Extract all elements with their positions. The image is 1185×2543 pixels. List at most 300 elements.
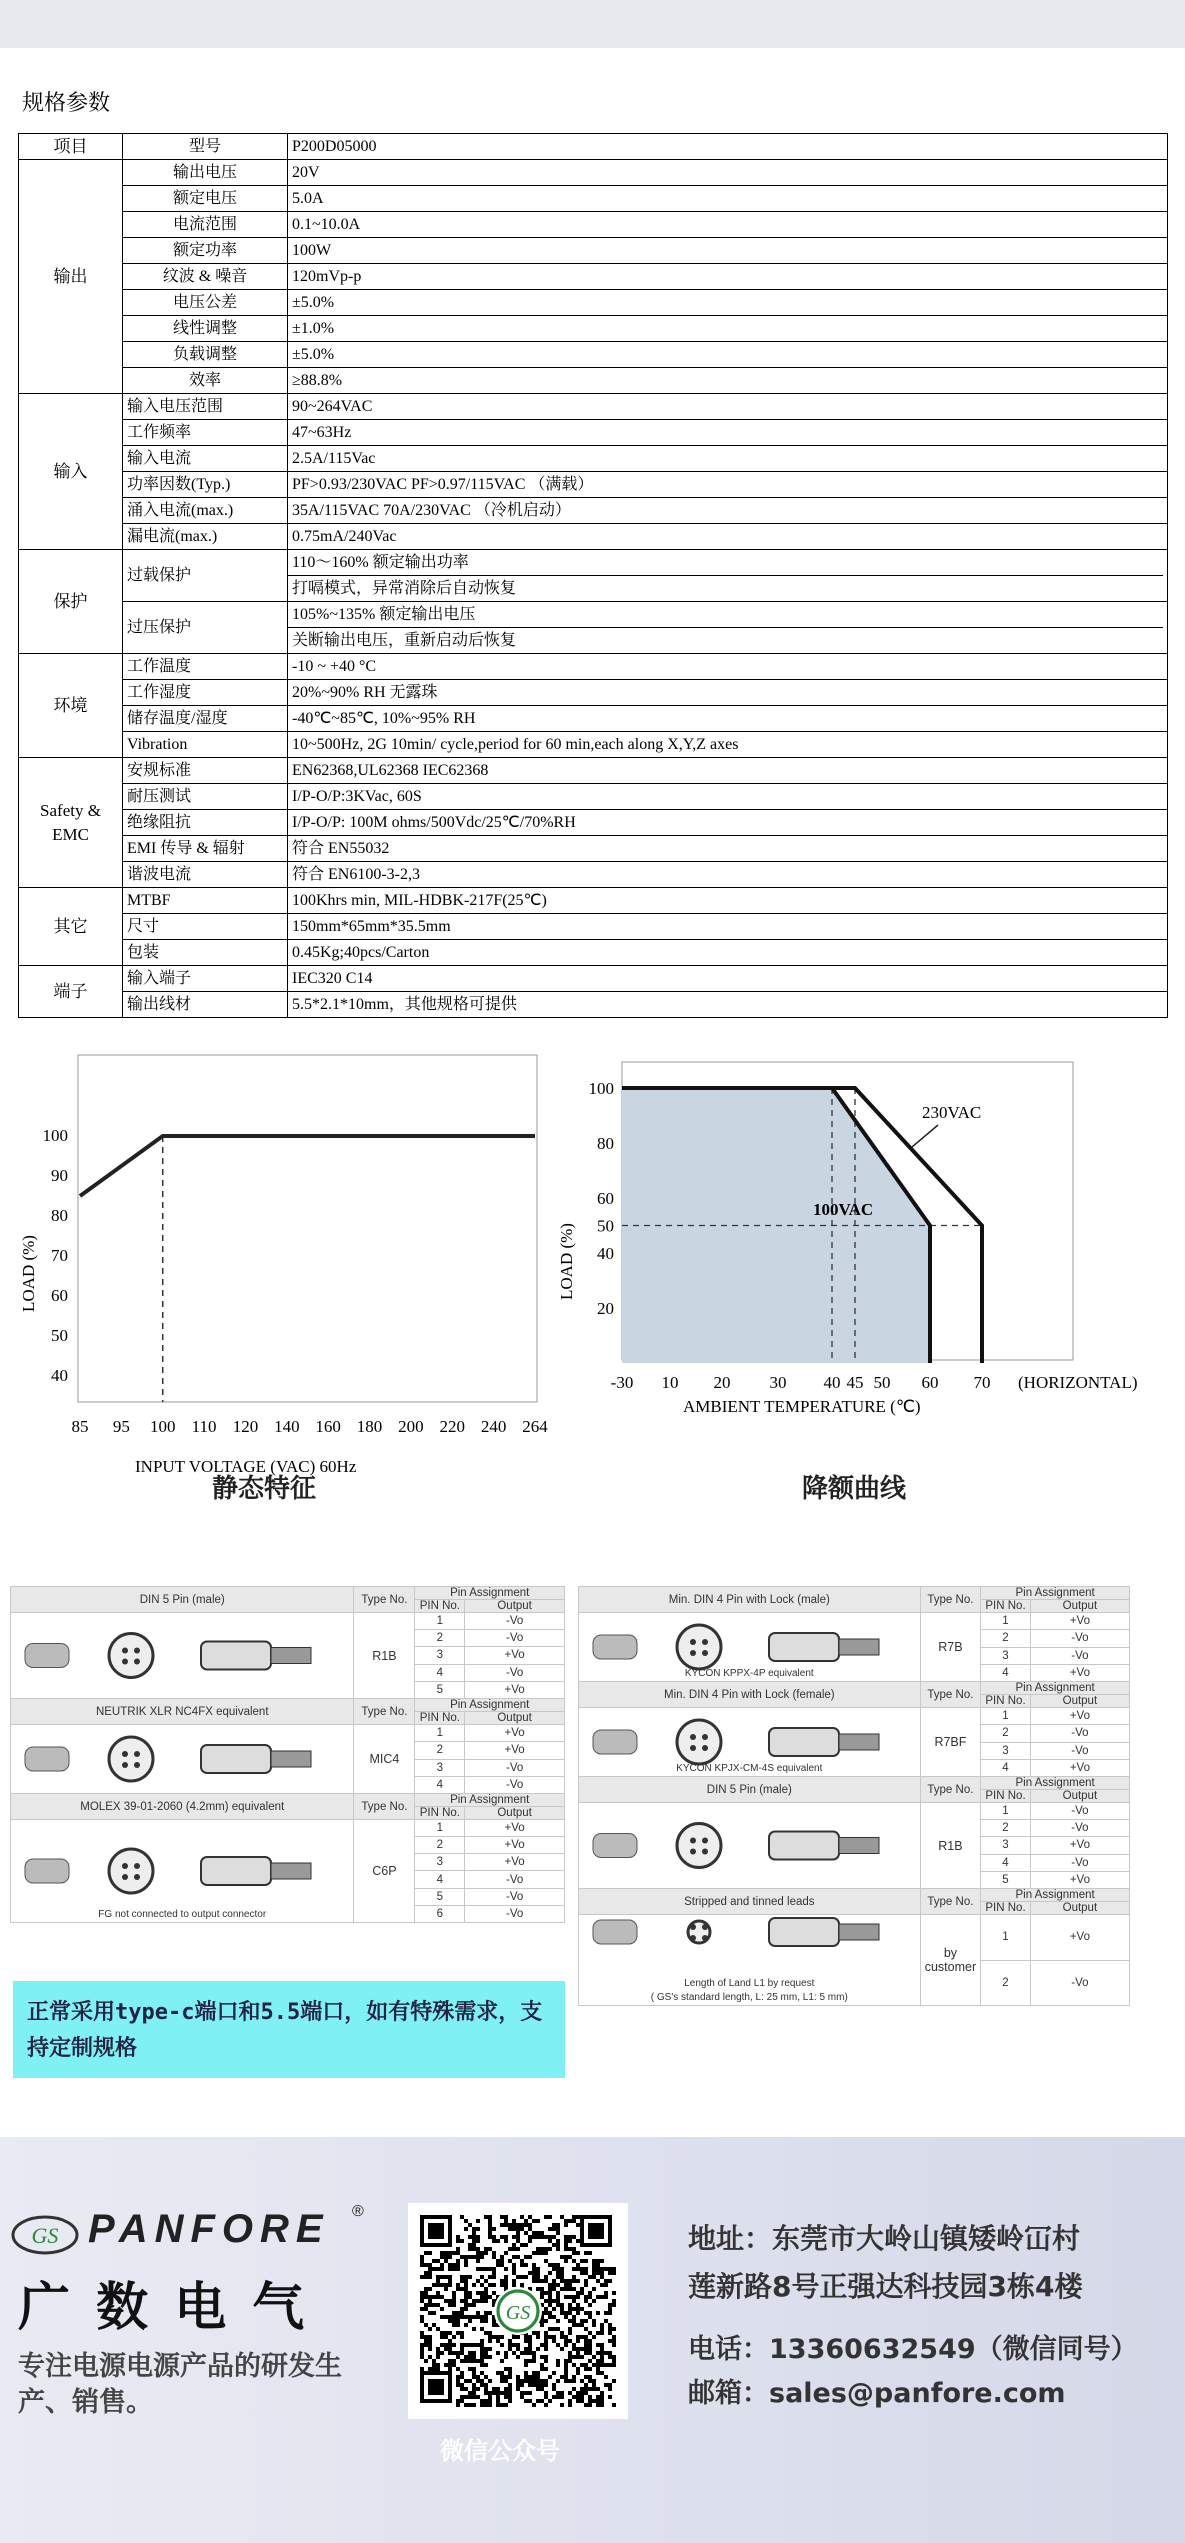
footer: [0, 2137, 1185, 2543]
pin-number: 1: [415, 1725, 465, 1742]
x-tick-label: 264: [522, 1417, 548, 1436]
pin-output: -Vo: [1030, 1960, 1129, 2006]
spec-label: 尺寸: [123, 914, 288, 940]
type-no: R1B: [354, 1613, 415, 1699]
pin-number: 3: [415, 1647, 465, 1664]
spec-header-model: 型号: [123, 134, 288, 160]
pin-output: +Vo: [465, 1681, 565, 1698]
pin-output: -Vo: [1030, 1854, 1129, 1871]
type-no: R1B: [920, 1803, 981, 1889]
pin-number: 2: [981, 1725, 1031, 1742]
spec-value: [288, 550, 1168, 602]
spec-label: 输入电流: [123, 446, 288, 472]
x-tick-label: 20: [713, 1373, 731, 1392]
connector-header-row: [579, 1889, 1130, 1902]
spec-row: [19, 602, 1168, 654]
spec-row: [19, 914, 1168, 940]
spec-row: [19, 394, 1168, 420]
output-header: Output: [465, 1600, 565, 1613]
spec-value: 0.1~10.0A: [288, 212, 1168, 238]
type-no-header: Type No.: [354, 1699, 415, 1725]
y-tick-label: 20: [597, 1299, 614, 1318]
qr-code-icon: [420, 2215, 616, 2407]
connector-note: Length of Land L1 by request: [684, 1978, 815, 1989]
pin-no-header: PIN No.: [415, 1712, 465, 1725]
spec-row: [19, 472, 1168, 498]
address-line-1: 地址：东莞市大岭山镇矮岭冚村: [688, 2222, 1081, 2255]
pin-output: -Vo: [465, 1664, 565, 1681]
spec-row: [19, 758, 1168, 784]
group-safety: [19, 758, 123, 888]
pin-output: +Vo: [1030, 1837, 1129, 1854]
pin-number: 3: [415, 1759, 465, 1776]
type-no-header: Type No.: [920, 1777, 981, 1803]
x-tick-label: 10: [661, 1373, 679, 1392]
x-tick-label: 200: [398, 1417, 424, 1436]
pin-row: [11, 1613, 565, 1630]
y-tick-label: 50: [597, 1216, 614, 1236]
spec-value: EN62368,UL62368 IEC62368: [288, 758, 1168, 784]
pin-number: 1: [981, 1915, 1031, 1961]
type-no-header: Type No.: [354, 1587, 415, 1613]
spec-label: 绝缘阻抗: [123, 810, 288, 836]
pin-output: -Vo: [465, 1759, 565, 1776]
spec-value: 47~63Hz: [288, 420, 1168, 446]
x-tick-label: 40: [823, 1373, 841, 1392]
spec-row: [19, 498, 1168, 524]
spec-label: 纹波 & 噪音: [123, 264, 288, 290]
y-tick-label: 40: [51, 1366, 68, 1385]
caption-derating-curve: 降额曲线: [802, 1474, 907, 1504]
pin-output: +Vo: [1030, 1915, 1129, 1961]
y-tick-label: 70: [51, 1246, 68, 1265]
custom-notice: 正常采用type-c端口和5.5端口，如有特殊需求，支持定制规格: [13, 1981, 565, 2078]
series-label-230vac: 230VAC: [922, 1103, 982, 1122]
spec-value: -40℃~85℃, 10%~95% RH: [288, 706, 1168, 732]
pin-number: 4: [981, 1759, 1031, 1776]
pin-no-header: PIN No.: [981, 1695, 1031, 1708]
connector-header-row: [579, 1777, 1130, 1790]
x-tick-label: 140: [274, 1417, 300, 1436]
spec-row: [19, 966, 1168, 992]
spec-value: 0.75mA/240Vac: [288, 524, 1168, 550]
slogan: 专注电源电源产品的研发生产、销售。: [18, 2351, 342, 2418]
spec-row: [19, 680, 1168, 706]
spec-label: 储存温度/湿度: [123, 706, 288, 732]
x-tick-label: 100: [149, 1417, 176, 1436]
spec-label: EMI 传导 & 辐射: [123, 836, 288, 862]
spec-label: 谐波电流: [123, 862, 288, 888]
pin-assignment-header: Pin Assignment: [415, 1587, 565, 1600]
spec-row: [19, 446, 1168, 472]
output-header: Output: [1030, 1902, 1129, 1915]
spec-value: 100Khrs min, MIL-HDBK-217F(25℃): [288, 888, 1168, 914]
spec-row: [19, 212, 1168, 238]
pin-number: 4: [415, 1776, 465, 1793]
pin-assignment-header: Pin Assignment: [415, 1699, 565, 1712]
spec-header-row: [19, 134, 1168, 160]
x-axis-label: AMBIENT TEMPERATURE (℃): [683, 1397, 921, 1416]
section-title: 规格参数: [22, 91, 111, 116]
pin-number: 3: [981, 1647, 1031, 1664]
connector-note: KYCON KPJX-CM-4S equivalent: [676, 1763, 823, 1774]
spec-label: 耐压测试: [123, 784, 288, 810]
spec-value: 20V: [288, 160, 1168, 186]
y-tick-label: 60: [597, 1189, 614, 1208]
pin-number: 3: [981, 1837, 1031, 1854]
spec-value: 0.45Kg;40pcs/Carton: [288, 940, 1168, 966]
spec-value-line: 打嗝模式，异常消除后自动恢复: [288, 575, 1163, 601]
spec-value: I/P-O/P:3KVac, 60S: [288, 784, 1168, 810]
spec-value: [288, 602, 1168, 654]
x-axis-note: (HORIZONTAL): [1018, 1373, 1138, 1392]
connector-image-cell: [579, 1915, 921, 2006]
pin-number: 4: [415, 1871, 465, 1888]
pin-no-header: PIN No.: [981, 1902, 1031, 1915]
pin-number: 4: [415, 1664, 465, 1681]
spec-label: 线性调整: [123, 316, 288, 342]
spec-row: [19, 550, 1168, 602]
registered-mark: ®: [352, 2203, 364, 2220]
spec-value: PF>0.93/230VAC PF>0.97/115VAC （满载）: [288, 472, 1168, 498]
y-tick-label: 80: [51, 1206, 68, 1225]
spec-row: [19, 836, 1168, 862]
connector-header-row: [11, 1794, 565, 1807]
pin-output: +Vo: [1030, 1664, 1129, 1681]
pin-output: +Vo: [465, 1647, 565, 1664]
x-tick-label: 160: [315, 1417, 341, 1436]
spec-value: 5.0A: [288, 186, 1168, 212]
connector-illustration: [579, 1708, 920, 1776]
spec-header-item: 项目: [19, 134, 123, 160]
pin-number: 4: [981, 1854, 1031, 1871]
spec-value: 10~500Hz, 2G 10min/ cycle,period for 60 min,each along X,Y,Z axes: [288, 732, 1168, 758]
email: 邮箱：sales@panfore.com: [688, 2378, 1066, 2409]
spec-label: 功率因数(Typ.): [123, 472, 288, 498]
pin-output: -Vo: [465, 1888, 565, 1905]
x-axis-label: INPUT VOLTAGE (VAC) 60Hz: [135, 1457, 357, 1476]
spec-label: 涌入电流(max.): [123, 498, 288, 524]
connector-image-cell: [579, 1803, 921, 1889]
spec-value: 90~264VAC: [288, 394, 1168, 420]
x-tick-label: -30: [610, 1373, 634, 1392]
pin-assignment-header: Pin Assignment: [981, 1587, 1130, 1600]
pin-number: 5: [415, 1888, 465, 1905]
spec-value: 5.5*2.1*10mm，其他规格可提供: [288, 992, 1168, 1018]
group-output: 输出: [19, 160, 123, 394]
pin-row: [579, 1915, 1130, 1961]
spec-value-line: 关断输出电压，重新启动后恢复: [288, 627, 1163, 653]
qr-card: [408, 2203, 628, 2419]
plug-icon: [589, 1803, 909, 1888]
spec-value-line: 110～160% 额定输出功率: [292, 554, 469, 571]
spec-label: 输入端子: [123, 966, 288, 992]
spec-row: [19, 420, 1168, 446]
spec-label: 效率: [123, 368, 288, 394]
phone: 电话：13360632549（微信同号）: [688, 2334, 1138, 2365]
pin-output: -Vo: [1030, 1647, 1129, 1664]
pin-output: -Vo: [1030, 1742, 1129, 1759]
y-axis-label: LOAD (%): [557, 1223, 576, 1300]
spec-label: 工作温度: [123, 654, 288, 680]
connector-image-cell: [11, 1613, 354, 1699]
spec-value: 2.5A/115Vac: [288, 446, 1168, 472]
pin-number: 2: [981, 1960, 1031, 2006]
connector-header-row: [579, 1587, 1130, 1600]
pin-no-header: PIN No.: [415, 1600, 465, 1613]
pin-no-header: PIN No.: [981, 1600, 1031, 1613]
svg-text:GS: GS: [505, 2302, 531, 2324]
y-tick-label: 100: [588, 1079, 614, 1098]
caption-static-characteristics: 静态特征: [212, 1474, 317, 1504]
group-terminal: 端子: [19, 966, 123, 1018]
pin-number: 1: [415, 1820, 465, 1837]
spec-value: ±5.0%: [288, 290, 1168, 316]
spec-label: 输入电压范围: [123, 394, 288, 420]
output-header: Output: [1030, 1600, 1129, 1613]
spec-row: [19, 186, 1168, 212]
pin-number: 6: [415, 1905, 465, 1922]
connector-illustration: [579, 1613, 920, 1681]
connector-image-cell: [11, 1820, 354, 1923]
pin-number: 3: [981, 1742, 1031, 1759]
spec-row: [19, 862, 1168, 888]
spec-row: [19, 368, 1168, 394]
spec-row: [19, 654, 1168, 680]
pin-row: [579, 1803, 1130, 1820]
spec-value: -10 ~ +40 °C: [288, 654, 1168, 680]
spec-value: 符合 EN55032: [288, 836, 1168, 862]
spec-label: 工作频率: [123, 420, 288, 446]
pin-output: -Vo: [465, 1776, 565, 1793]
output-header: Output: [1030, 1790, 1129, 1803]
x-tick-label: 45: [846, 1373, 864, 1392]
spec-value: I/P-O/P: 100M ohms/500Vdc/25℃/70%RH: [288, 810, 1168, 836]
plug-icon: [589, 1915, 909, 1949]
connector-image-cell: [579, 1708, 921, 1777]
connector-header-row: [11, 1587, 565, 1600]
type-no-header: Type No.: [354, 1794, 415, 1820]
y-tick-label: 80: [597, 1134, 614, 1153]
spec-label: 包装: [123, 940, 288, 966]
connector-header-row: [579, 1682, 1130, 1695]
output-header: Output: [1030, 1695, 1129, 1708]
address-line-2: 莲新路8号正强达科技园3栋4楼: [688, 2270, 1083, 2303]
spec-value: 120mVp-p: [288, 264, 1168, 290]
pin-number: 1: [981, 1803, 1031, 1820]
spec-row: [19, 316, 1168, 342]
spec-label: 负载调整: [123, 342, 288, 368]
spec-row: [19, 160, 1168, 186]
type-no: R7BF: [920, 1708, 981, 1777]
spec-value: 35A/115VAC 70A/230VAC （冷机启动）: [288, 498, 1168, 524]
group-env: 环境: [19, 654, 123, 758]
pin-output: +Vo: [465, 1725, 565, 1742]
pin-row: [579, 1708, 1130, 1725]
connector-note: KYCON KPPX-4P equivalent: [684, 1668, 814, 1679]
group-protect: 保护: [19, 550, 123, 654]
spec-row: [19, 524, 1168, 550]
pin-no-header: PIN No.: [981, 1790, 1031, 1803]
pin-number: 5: [981, 1871, 1031, 1888]
pin-row: [11, 1725, 565, 1742]
y-axis-label: LOAD (%): [19, 1235, 38, 1312]
pin-output: +Vo: [465, 1742, 565, 1759]
spec-value: ±5.0%: [288, 342, 1168, 368]
y-tick-label: 90: [51, 1166, 68, 1185]
type-no: by customer: [920, 1915, 981, 2006]
pin-assignment-header: Pin Assignment: [981, 1777, 1130, 1790]
pin-assignment-header: Pin Assignment: [981, 1889, 1130, 1902]
pin-number: 4: [981, 1664, 1031, 1681]
spec-label: 过压保护: [123, 602, 288, 654]
spec-label: Vibration: [123, 732, 288, 758]
connector-note: ( GS's standard length, L: 25 mm, L1: 5 mm): [650, 1992, 848, 2003]
plug-icon: [21, 1725, 341, 1793]
plot-frame: [78, 1055, 537, 1402]
spec-value-line: 105%~135% 额定输出电压: [292, 606, 476, 623]
input-voltage-chart: [0, 1050, 590, 1476]
y-tick-label: 50: [51, 1326, 68, 1345]
connector-illustration: [11, 1725, 353, 1793]
spec-label: 工作湿度: [123, 680, 288, 706]
brand-en: PANFORE: [88, 2207, 330, 2251]
connector-name: NEUTRIK XLR NC4FX equivalent: [11, 1699, 354, 1725]
pin-output: -Vo: [1030, 1630, 1129, 1647]
connector-name: Min. DIN 4 Pin with Lock (female): [579, 1682, 921, 1708]
type-no-header: Type No.: [920, 1889, 981, 1915]
spec-label: 输出线材: [123, 992, 288, 1018]
connector-illustration: [11, 1613, 353, 1698]
x-tick-label: 120: [232, 1417, 259, 1436]
connector-image-cell: [579, 1613, 921, 1682]
spec-label: 额定电压: [123, 186, 288, 212]
connector-illustration: [11, 1820, 353, 1922]
connector-name: Min. DIN 4 Pin with Lock (male): [579, 1587, 921, 1613]
spec-header-model-value: P200D05000: [288, 134, 1168, 160]
spec-value: 100W: [288, 238, 1168, 264]
pin-output: +Vo: [1030, 1613, 1129, 1630]
x-tick-label: 110: [191, 1417, 217, 1436]
plug-icon: [21, 1820, 341, 1922]
spec-row: [19, 238, 1168, 264]
top-banner: [0, 0, 1185, 48]
connector-header-row: [11, 1699, 565, 1712]
group-other: 其它: [19, 888, 123, 966]
pin-row: [579, 1613, 1130, 1630]
pin-no-header: PIN No.: [415, 1807, 465, 1820]
x-tick-label: 240: [480, 1417, 507, 1436]
spec-row: [19, 732, 1168, 758]
pin-output: -Vo: [1030, 1820, 1129, 1837]
spec-row: [19, 290, 1168, 316]
connector-image-cell: [11, 1725, 354, 1794]
spec-row: [19, 342, 1168, 368]
spec-row: [19, 706, 1168, 732]
spec-table: [18, 133, 1168, 1018]
output-header: Output: [465, 1807, 565, 1820]
spec-row: [19, 810, 1168, 836]
pin-number: 2: [415, 1837, 465, 1854]
pin-output: +Vo: [1030, 1708, 1129, 1725]
group-input: 输入: [19, 394, 123, 550]
type-no: MIC4: [354, 1725, 415, 1794]
pin-output: +Vo: [465, 1820, 565, 1837]
spec-label: MTBF: [123, 888, 288, 914]
connector-name: Stripped and tinned leads: [579, 1889, 921, 1915]
pin-number: 2: [415, 1630, 465, 1647]
group-safety-line: Safety &: [40, 800, 101, 820]
x-tick-label: 50: [873, 1373, 891, 1392]
spec-label: 电压公差: [123, 290, 288, 316]
x-tick-label: 95: [112, 1417, 130, 1436]
x-tick-label: 220: [439, 1417, 466, 1436]
type-no-header: Type No.: [920, 1587, 981, 1613]
pin-number: 5: [415, 1681, 465, 1698]
spec-label: 安规标准: [123, 758, 288, 784]
spec-value: ±1.0%: [288, 316, 1168, 342]
pin-number: 1: [981, 1708, 1031, 1725]
connector-name: DIN 5 Pin (male): [11, 1587, 354, 1613]
pin-output: +Vo: [1030, 1759, 1129, 1776]
type-no: C6P: [354, 1820, 415, 1923]
spec-label: 过载保护: [123, 550, 288, 602]
svg-text:GS: GS: [31, 2223, 59, 2248]
pin-number: 2: [415, 1742, 465, 1759]
output-header: Output: [465, 1712, 565, 1725]
series-label-100vac: 100VAC: [813, 1200, 874, 1219]
qr-caption: 微信公众号: [440, 2437, 560, 2465]
spec-label: 输出电压: [123, 160, 288, 186]
connector-illustration: [579, 1915, 920, 2005]
type-no-header: Type No.: [920, 1682, 981, 1708]
connector-table-right: [578, 1586, 1130, 2006]
x-tick-label: 30: [769, 1373, 787, 1392]
pin-row: [11, 1820, 565, 1837]
spec-value: 符合 EN6100-3-2,3: [288, 862, 1168, 888]
derating-chart: [557, 1050, 1185, 1470]
pin-output: -Vo: [1030, 1803, 1129, 1820]
pin-output: +Vo: [465, 1854, 565, 1871]
x-tick-label: 70: [973, 1373, 991, 1392]
spec-label: 电流范围: [123, 212, 288, 238]
spec-value: ≥88.8%: [288, 368, 1168, 394]
y-tick-label: 40: [597, 1244, 614, 1263]
connector-name: MOLEX 39-01-2060 (4.2mm) equivalent: [11, 1794, 354, 1820]
pin-output: +Vo: [465, 1837, 565, 1854]
pin-number: 3: [415, 1854, 465, 1871]
pin-output: -Vo: [465, 1871, 565, 1888]
connector-note: FG not connected to output connector: [98, 1909, 267, 1920]
connector-table-left: [10, 1586, 565, 1923]
x-tick-label: 85: [71, 1417, 89, 1436]
pin-assignment-header: Pin Assignment: [981, 1682, 1130, 1695]
spec-label: 额定功率: [123, 238, 288, 264]
spec-row: [19, 784, 1168, 810]
y-tick-label: 100: [42, 1126, 68, 1145]
type-no: R7B: [920, 1613, 981, 1682]
pin-number: 1: [415, 1613, 465, 1630]
y-tick-label: 60: [51, 1286, 68, 1305]
spec-row: [19, 940, 1168, 966]
pin-output: -Vo: [465, 1613, 565, 1630]
gs-logo-icon: [10, 2213, 80, 2257]
pin-number: 2: [981, 1820, 1031, 1837]
pin-output: -Vo: [465, 1905, 565, 1922]
x-tick-label: 60: [921, 1373, 939, 1392]
group-safety-line: EMC: [52, 824, 89, 844]
spec-row: [19, 888, 1168, 914]
